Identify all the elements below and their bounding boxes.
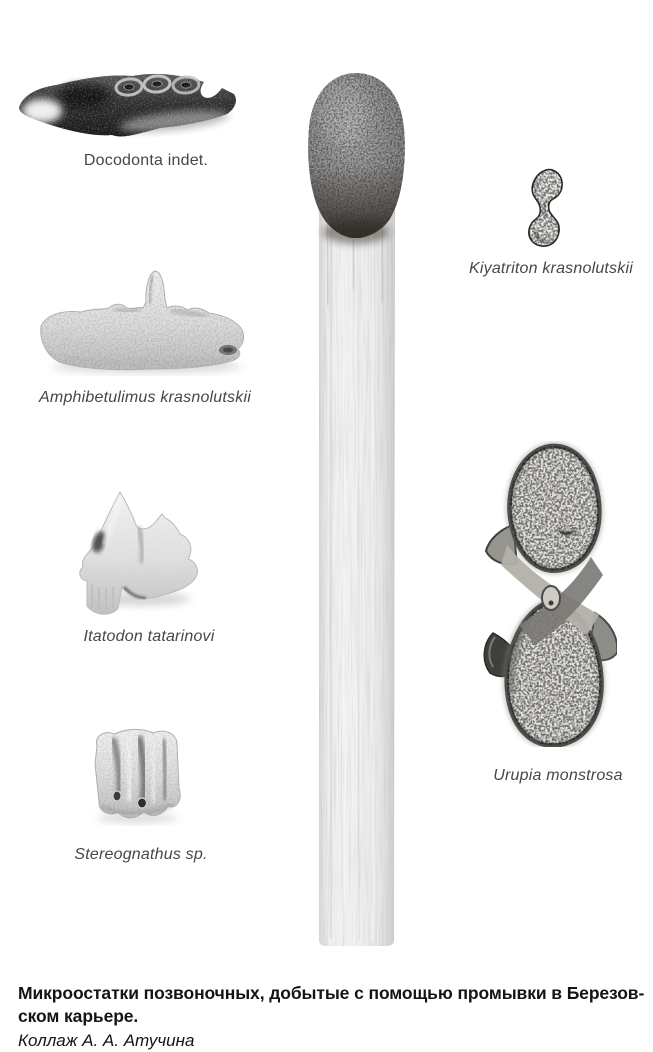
urupia-fossil-photo: [477, 441, 617, 747]
docodonta-label: Docodonta indet.: [83, 152, 209, 169]
itatodon-fossil-photo: [72, 487, 207, 619]
itatodon-label: Itatodon tatarinovi: [83, 628, 215, 645]
caption-credit: Коллаж А. А. Атучина: [18, 1031, 195, 1050]
urupia-label: Urupia monstrosa: [493, 767, 623, 784]
caption-line-1: Микроостатки позвоночных, добытые с помощью промывки в Березов-: [18, 983, 645, 1003]
amphibetulimus-fossil-photo: [35, 266, 250, 376]
figure-caption: [18, 982, 650, 1051]
kiyatriton-fossil-photo: [524, 168, 568, 250]
caption-line-2: ском карьере.: [18, 1006, 139, 1026]
stereognathus-label: Stereognathus sp.: [74, 846, 208, 863]
kiyatriton-label: Kiyatriton krasnolutskii: [469, 260, 633, 277]
matchstick-image: [298, 70, 418, 950]
docodonta-fossil-photo: [14, 66, 250, 148]
stereognathus-fossil-photo: [85, 726, 185, 826]
amphibetulimus-label: Amphibetulimus krasnolutskii: [39, 389, 251, 406]
